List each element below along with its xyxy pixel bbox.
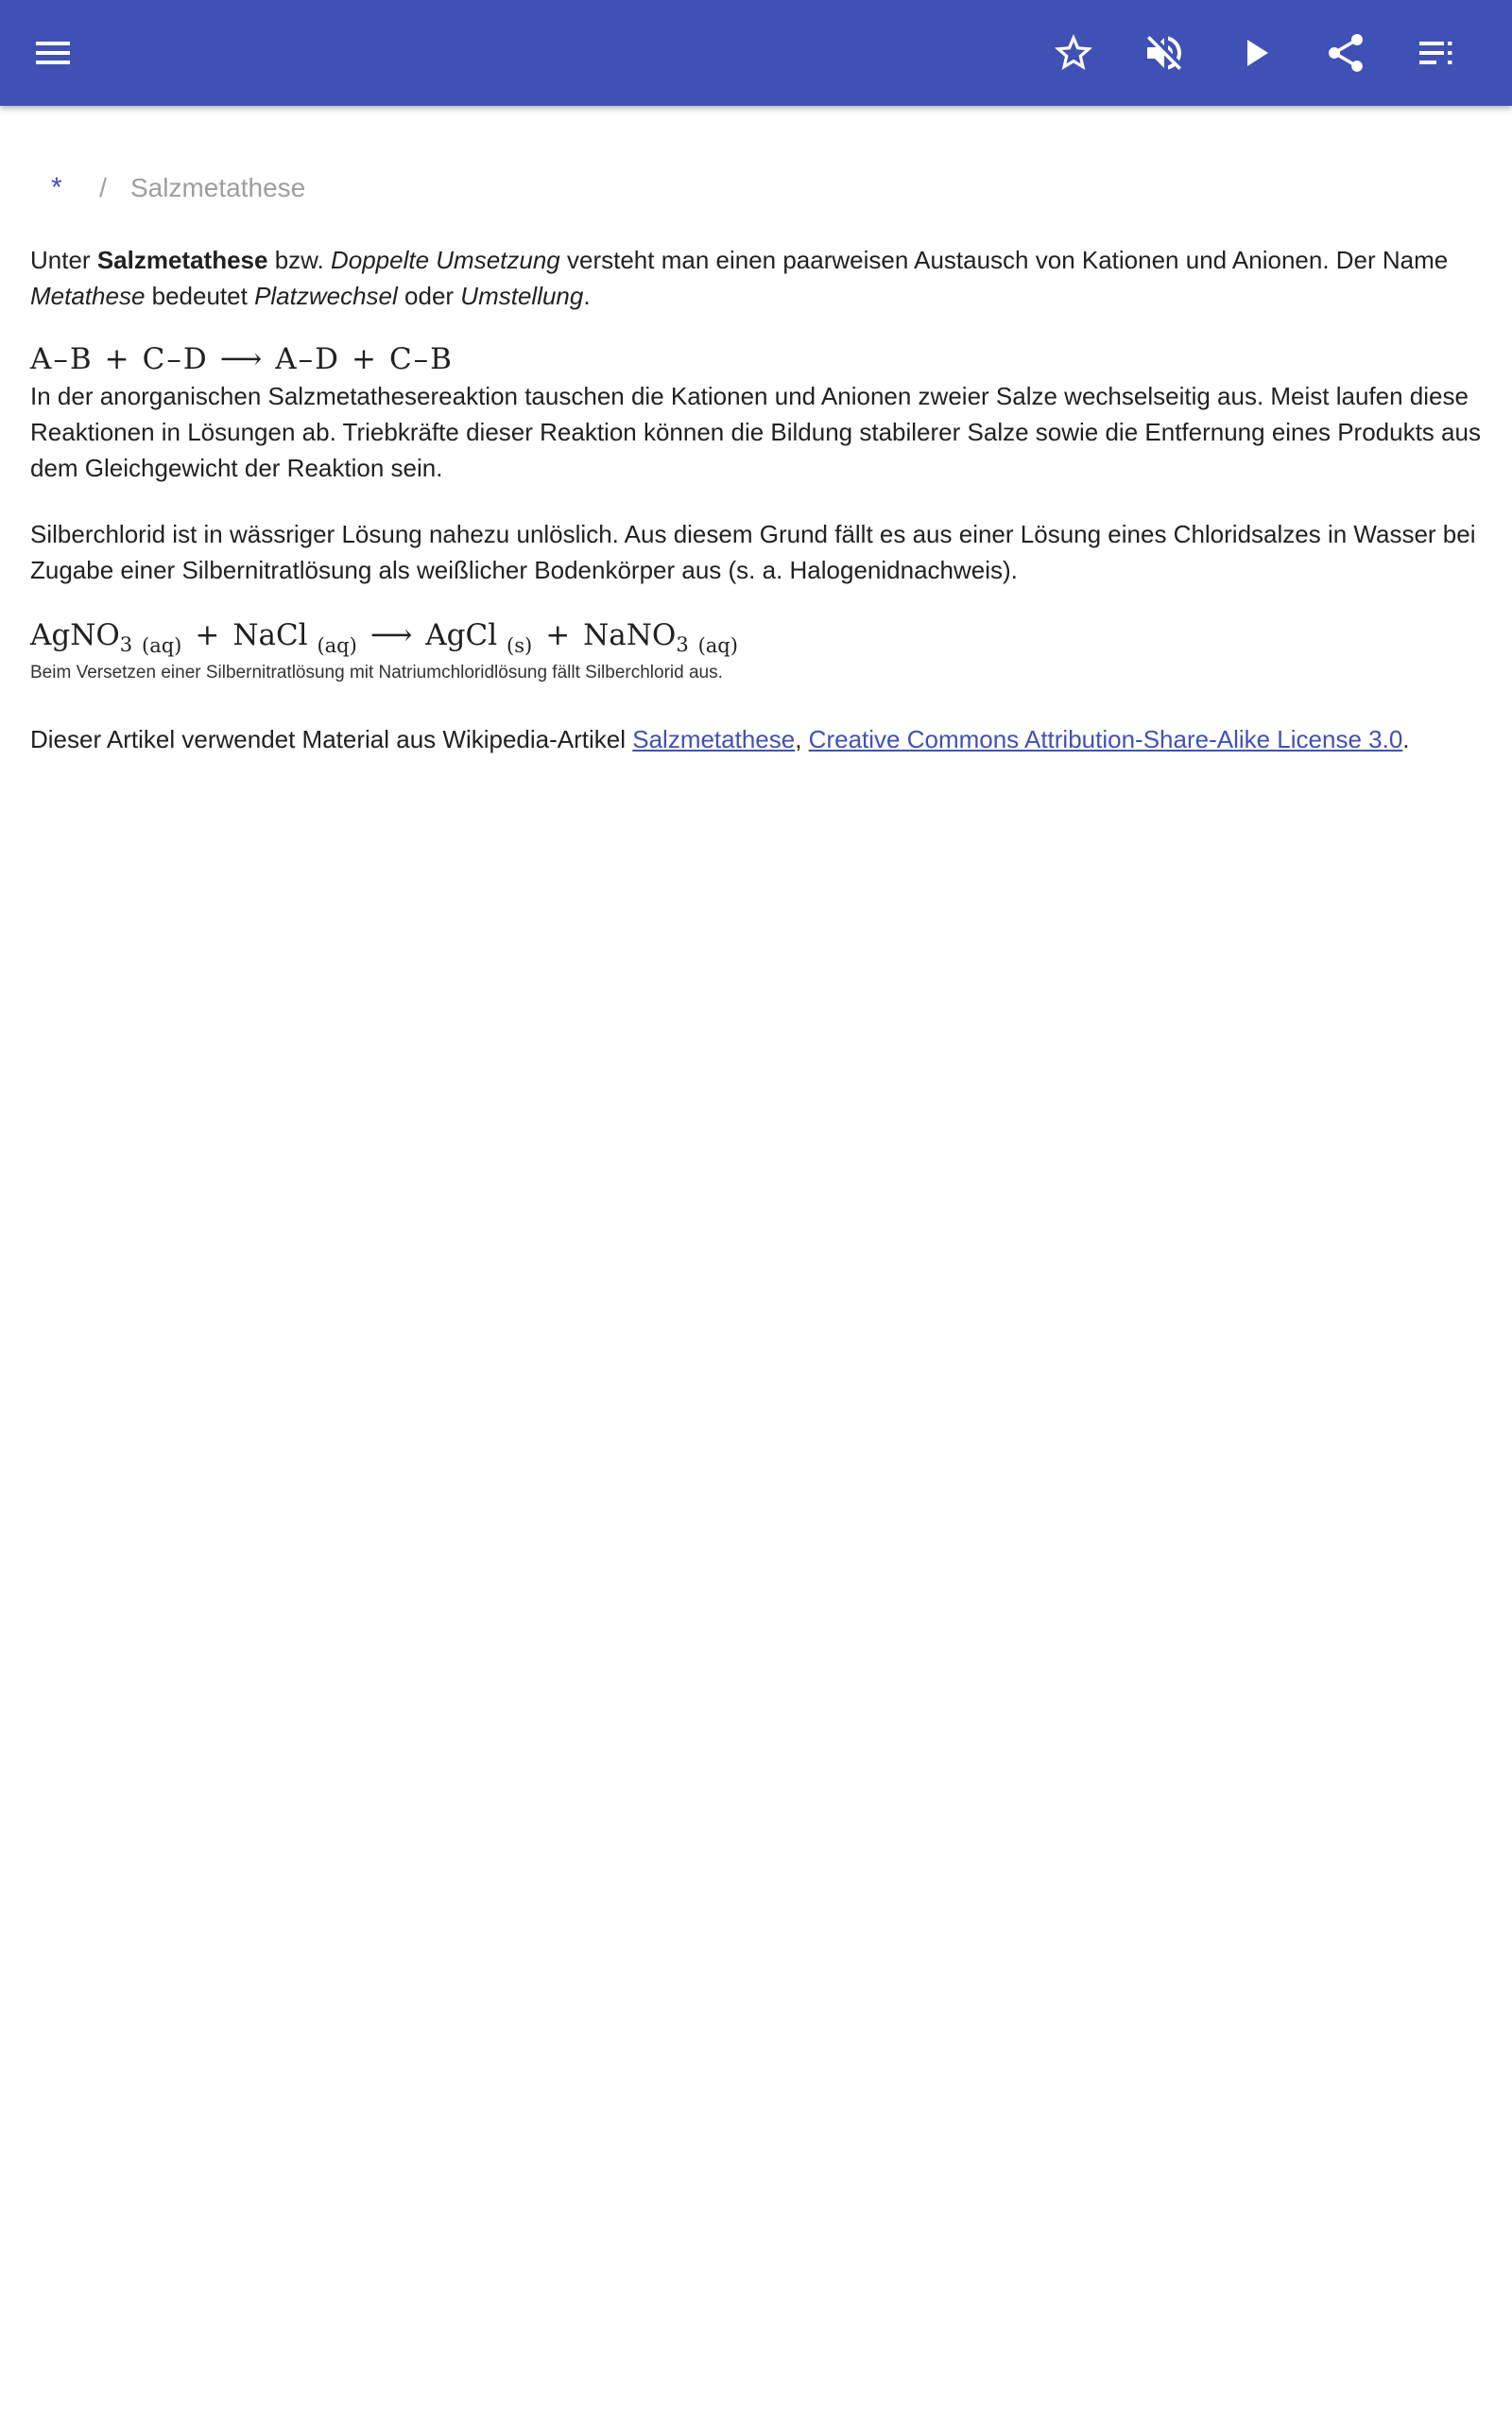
play-icon (1232, 30, 1278, 76)
intro-italic-term: Metathese (30, 282, 146, 310)
intro-paragraph (30, 242, 1482, 314)
formula-symbol: D (315, 342, 338, 376)
formula-arrow: ⟶ (219, 342, 263, 376)
intro-bold-term: Salzmetathese (96, 246, 268, 274)
formula-plus: + (195, 618, 220, 652)
formula-symbol: C (388, 342, 412, 376)
attribution-paragraph (30, 721, 1482, 757)
formula-subscript: 3 (119, 633, 133, 656)
favorite-button[interactable] (1043, 23, 1104, 83)
formula-compound: AgNO (30, 618, 120, 652)
formula-plus: + (351, 342, 376, 376)
formula-state: (aq) (317, 634, 357, 657)
intro-text: bedeutet (145, 282, 255, 310)
breadcrumb (30, 168, 1482, 208)
menu-button[interactable] (23, 23, 83, 83)
intro-text: oder (397, 282, 461, 310)
article-content (30, 106, 1482, 757)
intro-text: . (583, 282, 591, 310)
formula-compound: NaCl (232, 618, 308, 652)
formula-state: (s) (507, 634, 533, 657)
formula-symbol: B (69, 342, 92, 376)
mute-button[interactable] (1134, 23, 1194, 83)
intro-text: bzw. (267, 246, 331, 274)
formula-bond: – (413, 342, 429, 376)
license-link[interactable]: Creative Commons Attribution-Share-Alike License 3.0 (808, 725, 1403, 753)
volume-off-icon (1142, 30, 1187, 76)
formula-compound: NaNO (583, 618, 677, 652)
playlist-icon (1414, 30, 1459, 76)
formula-caption: Beim Versetzen einer Silbernitratlösung mit Natriumchloridlösung fällt Silberchlorid aus. (30, 663, 723, 683)
formula-compound: AgCl (425, 618, 498, 652)
silver-chloride-paragraph: Silberchlorid ist in wässriger Lösung nahezu unlöslich. Aus diesem Grund fällt es aus einer Lösung eines Chloridsalzes in Wasser bei Zugabe einer Silbernitratlösung als weißlicher Bodenkörper aus (s. a. Halogenidnachweis). (30, 520, 1476, 584)
reaction-description-paragraph: In der anorganischen Salzmetathesereaktion tauschen die Kationen und Anionen zweier Salze wechselseitig aus. Meist laufen diese Reaktionen in Lösungen ab. Triebkräfte dieser Reaktion können die Bildung stabilerer Salze sowie die Entfernung eines Produkts aus dem Gleichgewicht der Reaktion sein. (30, 382, 1481, 482)
formula-bond: – (166, 342, 181, 376)
silver-chloride-reaction-formula (30, 616, 1482, 657)
intro-text: Unter (30, 246, 97, 274)
attribution-text: . (1402, 725, 1410, 753)
attribution-text: Dieser Artikel verwendet Material aus Wikipedia-Artikel (30, 725, 633, 753)
formula-subscript: 3 (676, 633, 689, 656)
general-reaction-formula (30, 340, 1482, 378)
breadcrumb-separator: / (99, 173, 107, 202)
formula-symbol: D (182, 342, 207, 376)
share-button[interactable] (1315, 23, 1376, 83)
formula-symbol: B (430, 342, 452, 376)
star-outline-icon (1051, 30, 1096, 76)
formula-bond: – (298, 342, 314, 376)
formula-state: (aq) (142, 634, 182, 657)
formula-plus: + (104, 342, 129, 376)
formula-arrow: ⟶ (369, 618, 413, 652)
intro-italic-term: Umstellung (460, 282, 584, 310)
intro-text: versteht man einen paarweisen Austausch von Kationen und Anionen. Der Name (559, 246, 1449, 274)
intro-italic-term: Platzwechsel (254, 282, 398, 310)
menu-icon (30, 30, 76, 76)
play-button[interactable] (1225, 23, 1285, 83)
formula-symbol: A (275, 342, 297, 376)
formula-plus: + (545, 618, 571, 652)
breadcrumb-current: Salzmetathese (130, 173, 306, 202)
intro-italic-term: Doppelte Umsetzung (330, 246, 560, 274)
formula-state: (aq) (697, 634, 738, 657)
contents-button[interactable] (1406, 23, 1467, 83)
wikipedia-article-link[interactable]: Salzmetathese (632, 725, 796, 753)
share-icon (1323, 30, 1368, 76)
formula-bond: – (53, 342, 68, 376)
formula-symbol: C (142, 342, 165, 376)
formula-symbol: A (30, 342, 52, 376)
breadcrumb-home-link[interactable]: * (51, 172, 62, 203)
app-bar (0, 0, 1512, 106)
attribution-text: , (795, 725, 809, 753)
